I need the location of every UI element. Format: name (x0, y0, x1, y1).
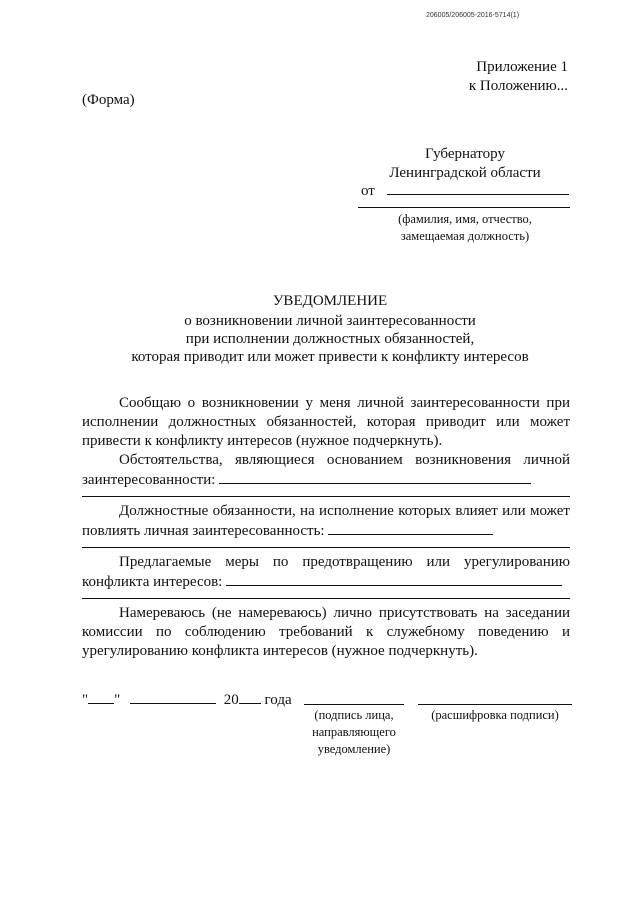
year-field[interactable] (239, 690, 261, 704)
signature-decode-field[interactable] (418, 704, 572, 705)
from-name-field[interactable] (387, 181, 569, 195)
annex-reference (469, 58, 568, 96)
subtitle-line-1: о возникновении личной заинтересованности (184, 313, 476, 329)
duties-label: Должностные обязанности, на исполнение которых влияет или может повлиять личная заинтересованность: (82, 503, 570, 539)
year-suffix: года (264, 692, 292, 708)
subtitle-line-2: при исполнении должностных обязанностей, (185, 331, 475, 347)
signature-caption-line-2: направляющего (312, 725, 396, 739)
from-label: от (361, 183, 375, 199)
document-id: 206005/206005-2016-5714(1) (426, 12, 520, 19)
subtitle-line-3: которая приводит или может привести к конфликту интересов (131, 349, 529, 365)
paragraph-attendance: Намереваюсь (не намереваюсь) лично присутствовать на заседании комиссии по соблюдению требований к служебному поведению и урегулированию конфликта интересов (нужное подчеркнуть). (82, 605, 570, 659)
addressee-line-1: Губернатору (425, 146, 505, 162)
paragraph-report: Сообщаю о возникновении у меня личной заинтересованности при исполнении должностных обязанностей, которая приводит или может привести к конфликту интересов (нужное подчеркнуть). (82, 395, 570, 449)
measures-field-line-2[interactable] (82, 598, 570, 599)
signature-caption-line-3: уведомление) (317, 742, 391, 756)
from-caption (370, 211, 560, 245)
year-prefix: 20 (223, 692, 239, 708)
month-field[interactable] (130, 690, 216, 704)
measures-field[interactable] (226, 572, 562, 586)
addressee-block (360, 145, 570, 183)
circumstances-label: Обстоятельства, являющиеся основанием возникновения личной заинтересованности: (82, 452, 570, 488)
date-quote-open: " (82, 692, 89, 708)
paragraph-measures (82, 553, 570, 592)
date-row (82, 690, 292, 709)
form-label: (Форма) (82, 92, 135, 108)
duties-field-line-2[interactable] (82, 547, 570, 548)
duties-field[interactable] (328, 521, 493, 535)
from-caption-line-1: (фамилия, имя, отчество, (398, 212, 532, 226)
measures-label: Предлагаемые меры по предотвращению или урегулированию конфликта интересов: (82, 554, 570, 590)
paragraph-circumstances (82, 451, 570, 490)
addressee-line-2: Ленинградской области (389, 165, 541, 181)
paragraph-duties (82, 502, 570, 541)
signature-caption-line-1: (подпись лица, (314, 708, 394, 722)
from-row (361, 181, 569, 200)
signature-caption (298, 707, 410, 758)
day-field[interactable] (88, 690, 114, 704)
annex-line-2: к Положению... (468, 78, 568, 94)
document-subtitle (60, 312, 600, 366)
circumstances-field[interactable] (219, 470, 531, 484)
from-position-field[interactable] (358, 207, 570, 208)
circumstances-field-line-2[interactable] (82, 496, 570, 497)
date-quote-close: " (114, 692, 121, 708)
annex-line-1: Приложение 1 (476, 59, 568, 75)
decode-caption: (расшифровка подписи) (431, 708, 559, 722)
document-title: УВЕДОМЛЕНИЕ (272, 293, 388, 309)
from-caption-line-2: замещаемая должность) (400, 229, 530, 243)
signature-field[interactable] (304, 704, 404, 705)
